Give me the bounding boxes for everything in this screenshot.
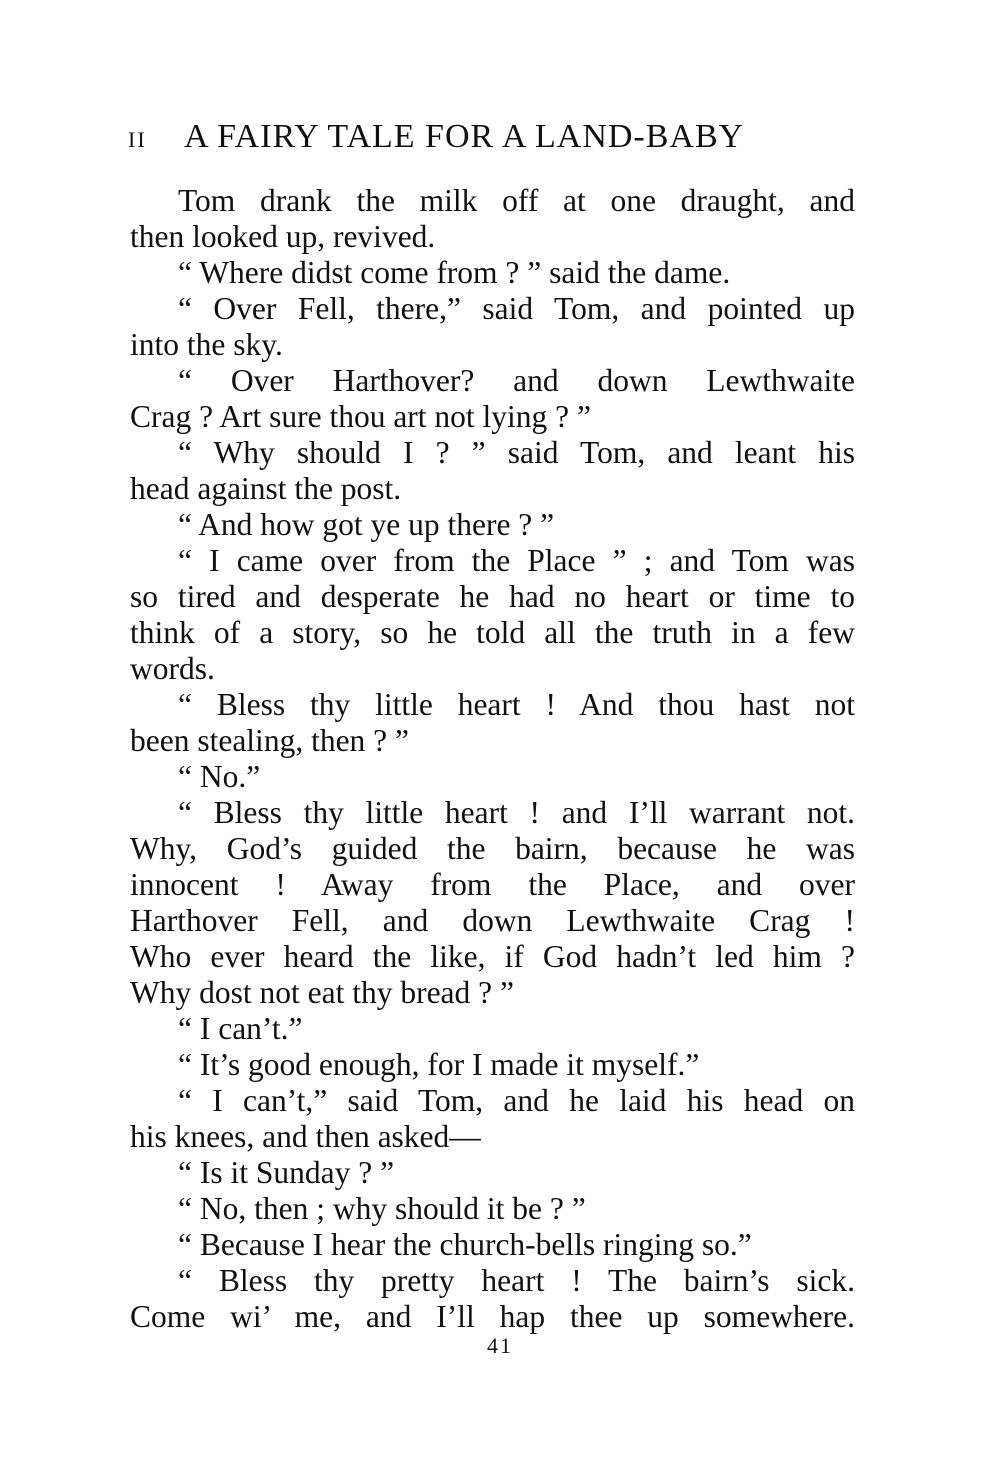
body-text — [130, 183, 855, 1335]
text-line: head against the post. — [130, 471, 402, 506]
text-line: Why dost not eat thy bread ? ” — [130, 975, 514, 1010]
page-number: 41 — [487, 1333, 513, 1358]
text-line: into the sky. — [130, 327, 283, 362]
text-line: Harthover Fell, and down Lewthwaite Crag ! — [130, 903, 855, 938]
text-line: “ Why should I ? ” said Tom, and leant his — [178, 435, 855, 470]
text-line: “ Because I hear the church-bells ringing so.” — [178, 1227, 752, 1262]
text-line: Why, God’s guided the bairn, because he was — [130, 831, 855, 866]
running-title: A FAIRY TALE FOR A LAND-BABY — [184, 118, 745, 155]
text-line: Crag ? Art sure thou art not lying ? ” — [130, 399, 592, 434]
text-line: Tom drank the milk off at one draught, and — [178, 183, 855, 218]
text-line: then looked up, revived. — [130, 219, 436, 254]
text-line: “ Bless thy little heart ! And thou hast not — [178, 687, 855, 722]
text-line: “ No.” — [178, 759, 261, 794]
text-line: “ No, then ; why should it be ? ” — [178, 1191, 586, 1226]
text-line: “ I came over from the Place ” ; and Tom was — [178, 543, 855, 578]
text-line: so tired and desperate he had no heart or time to — [130, 579, 855, 614]
text-line: “ Over Harthover? and down Lewthwaite — [178, 363, 855, 398]
text-line: words. — [130, 651, 215, 686]
text-line: “ Over Fell, there,” said Tom, and pointed up — [178, 291, 855, 326]
text-line: “ It’s good enough, for I made it myself.” — [178, 1047, 700, 1082]
chapter-number: II — [128, 127, 147, 152]
text-line: “ Bless thy little heart ! and I’ll warrant not. — [178, 795, 855, 830]
text-line: Who ever heard the like, if God hadn’t led him ? — [130, 939, 855, 974]
text-line: “ I can’t,” said Tom, and he laid his head on — [178, 1083, 855, 1118]
text-line: think of a story, so he told all the truth in a few — [130, 615, 855, 650]
text-line: his knees, and then asked— — [130, 1119, 481, 1154]
text-line: “ Is it Sunday ? ” — [178, 1155, 395, 1190]
text-line: Come wi’ me, and I’ll hap thee up somewhere. — [130, 1299, 855, 1334]
text-line: “ I can’t.” — [178, 1011, 303, 1046]
text-line: innocent ! Away from the Place, and over — [130, 867, 855, 902]
running-header — [128, 118, 858, 166]
text-line: “ Bless thy pretty heart ! The bairn’s sick. — [178, 1263, 855, 1298]
text-line: been stealing, then ? ” — [130, 723, 410, 758]
text-line: “ And how got ye up there ? ” — [178, 507, 555, 542]
text-line: “ Where didst come from ? ” said the dame. — [178, 255, 731, 290]
